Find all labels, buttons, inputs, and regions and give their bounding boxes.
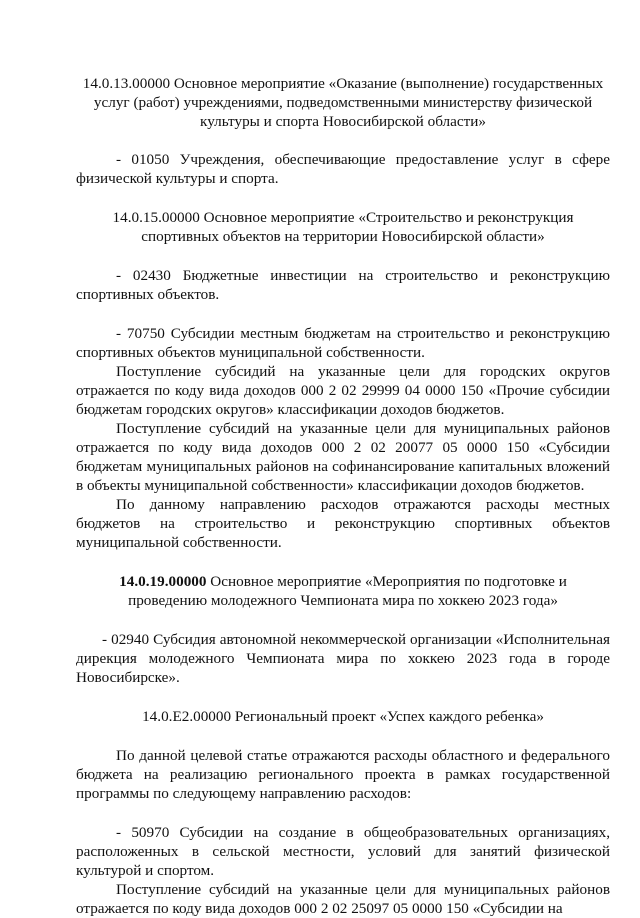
section-heading-14-0-19	[76, 572, 610, 610]
expense-item-50970: - 50970 Субсидии на создание в общеобразовательных организациях, расположенных в сельской местности, условий для занятий физической культурой и спортом.	[76, 824, 610, 879]
heading-code: 14.0.19.00000	[119, 573, 207, 590]
expense-item-02430: - 02430 Бюджетные инвестиции на строительство и реконструкцию спортивных объектов.	[76, 267, 610, 303]
section-heading-14-0-15: 14.0.15.00000 Основное мероприятие «Строительство и реконструкция спортивных объектов на территории Новосибирской области»	[112, 209, 574, 245]
expense-item-01050: - 01050 Учреждения, обеспечивающие предоставление услуг в сфере физической культуры и спорта.	[76, 151, 610, 187]
paragraph-municipal-districts-2: Поступление субсидий на указанные цели для муниципальных районов отражается по коду вида доходов 000 2 02 25097 05 0000 150 «Субсидии на	[76, 881, 610, 917]
paragraph-regional-project: По данной целевой статье отражаются расходы областного и федерального бюджета на реализацию регионального проекта в рамках государственной программы по следующему направлению расходов:	[76, 747, 610, 802]
heading-text: Основное мероприятие «Мероприятия по подготовке и проведению молодежного Чемпионата мира по хоккею 2023 года»	[128, 573, 567, 609]
paragraph-local-budgets: По данному направлению расходов отражаются расходы местных бюджетов на строительство и реконструкцию спортивных объектов муниципальной собственности.	[76, 496, 610, 551]
expense-item-02940: - 02940 Субсидия автономной некоммерческой организации «Исполнительная дирекция молодежного Чемпионата мира по хоккею 2023 года в городе Новосибирске».	[76, 631, 610, 686]
paragraph-city-districts: Поступление субсидий на указанные цели для городских округов отражается по коду вида доходов 000 2 02 29999 04 0000 150 «Прочие субсидии бюджетам городских округов» классификации доходов бюджетов.	[76, 363, 610, 418]
expense-item-70750: - 70750 Субсидии местным бюджетам на строительство и реконструкцию спортивных объектов муниципальной собственности.	[76, 325, 610, 361]
section-heading-14-0-13: 14.0.13.00000 Основное мероприятие «Оказание (выполнение) государственных услуг (работ) учреждениями, подведомственными министерству физической культуры и спорта Новосибирской области»	[82, 75, 604, 130]
section-heading-14-0-e2: 14.0.Е2.00000 Региональный проект «Успех каждого ребенка»	[142, 708, 544, 725]
paragraph-municipal-districts: Поступление субсидий на указанные цели для муниципальных районов отражается по коду вида доходов 000 2 02 20077 05 0000 150 «Субсидии бюджетам муниципальных районов на софинансирование капитальных вложений в объекты муниципальной собственности» классификации доходов бюджетов.	[76, 420, 610, 494]
document-page	[76, 74, 610, 918]
